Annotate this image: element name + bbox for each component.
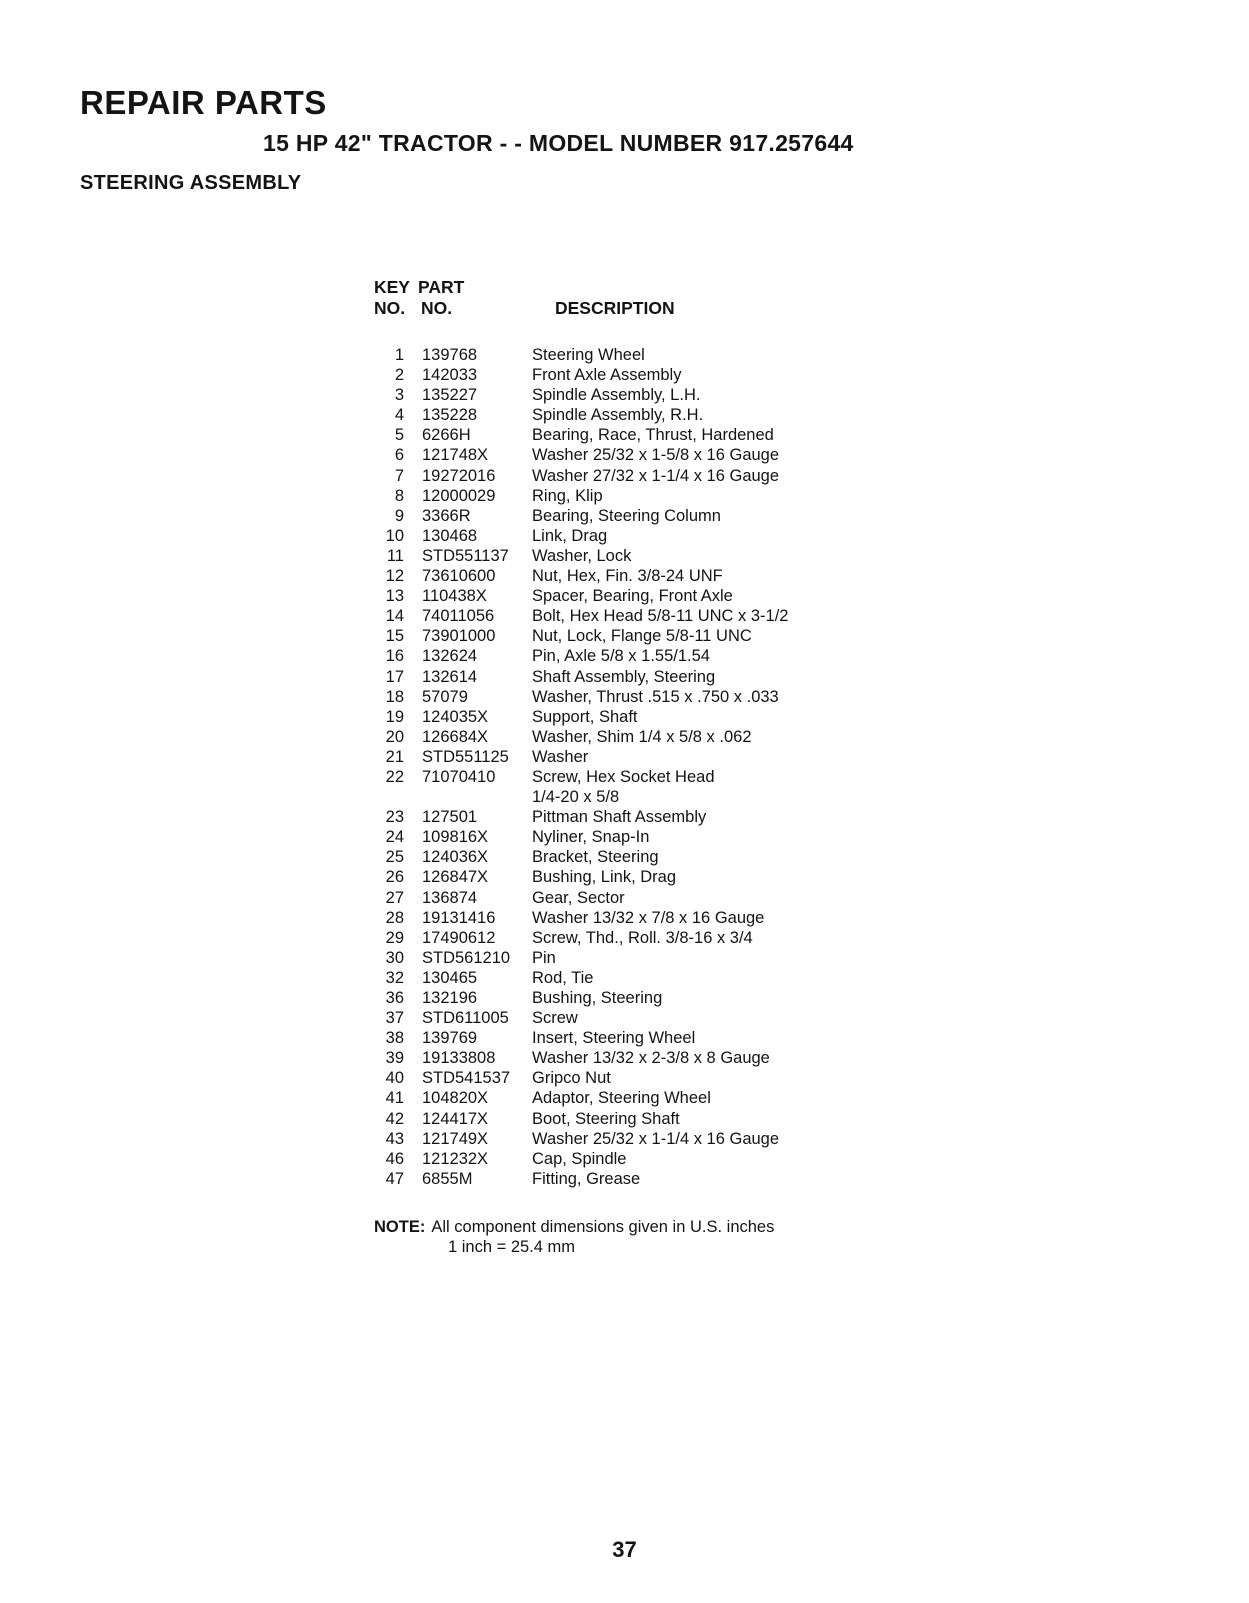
part-number: 6266H: [422, 426, 471, 445]
description-line: Gripco Nut: [532, 1069, 611, 1088]
part-description: [530, 908, 894, 928]
description-line: Link, Drag: [532, 526, 608, 545]
part-number: 124036X: [422, 848, 489, 867]
description-line: Washer 27/32 x 1-1/4 x 16 Gauge: [532, 466, 780, 485]
description-line: Adaptor, Steering Wheel: [532, 1089, 711, 1108]
part-description: [530, 586, 894, 606]
part-description: [530, 345, 894, 365]
part-description: [530, 1109, 894, 1129]
description-line: Pittman Shaft Assembly: [532, 808, 707, 827]
note-conversion: 1 inch = 25.4 mm: [448, 1238, 576, 1256]
key-number: 11: [386, 546, 404, 565]
part-number: STD611005: [422, 1009, 509, 1028]
parts-row: [374, 445, 894, 465]
description-line: Rod, Tie: [532, 968, 594, 987]
key-number: 19: [385, 707, 404, 726]
key-number: 24: [385, 828, 404, 847]
part-number: 71070410: [422, 767, 496, 786]
part-description: [530, 1169, 894, 1189]
key-number: 47: [385, 1169, 404, 1188]
part-number: 19272016: [422, 466, 496, 485]
description-line: Washer 25/32 x 1-5/8 x 16 Gauge: [532, 446, 780, 465]
parts-row: [374, 586, 894, 606]
part-description: [530, 747, 894, 767]
part-number: 109816X: [422, 828, 489, 847]
part-number: 57079: [422, 687, 468, 706]
part-description: [530, 486, 894, 506]
part-description: [530, 948, 894, 968]
key-number: 29: [385, 928, 404, 947]
part-number: STD551137: [422, 546, 509, 565]
parts-row: [374, 807, 894, 827]
part-number: 110438X: [422, 587, 487, 606]
key-number: 14: [385, 607, 404, 626]
description-line: Cap, Spindle: [532, 1149, 627, 1168]
description-line: Washer: [532, 747, 589, 766]
part-number: 17490612: [422, 928, 496, 947]
description-line: Bushing, Link, Drag: [532, 868, 676, 887]
note-label: NOTE:: [374, 1218, 426, 1236]
parts-row: [374, 606, 894, 626]
description-line: Washer, Thrust .515 x .750 x .033: [532, 687, 779, 706]
part-number: STD561210: [422, 948, 511, 967]
part-number: 132624: [422, 647, 478, 666]
part-number: 19131416: [422, 908, 496, 927]
description-line: Bolt, Hex Head 5/8-11 UNC x 3-1/2: [532, 607, 789, 626]
part-description: [530, 767, 894, 807]
parts-row: [374, 727, 894, 747]
part-description: [530, 1088, 894, 1108]
parts-row: [374, 707, 894, 727]
parts-row: [374, 566, 894, 586]
key-number: 40: [385, 1069, 404, 1088]
parts-row: [374, 1109, 894, 1129]
part-description: [530, 385, 894, 405]
key-number: 43: [385, 1129, 404, 1148]
description-line: Bushing, Steering: [532, 989, 663, 1007]
key-number: 6: [394, 446, 404, 465]
key-number: 15: [385, 627, 404, 646]
parts-row: [374, 526, 894, 546]
part-description: [530, 1068, 894, 1088]
part-description: [530, 506, 894, 526]
part-description: [530, 1129, 894, 1149]
description-line: Spindle Assembly, R.H.: [532, 406, 704, 425]
parts-row: [374, 385, 894, 405]
key-number: 8: [394, 486, 404, 505]
parts-row: [374, 1068, 894, 1088]
parts-row: [374, 1169, 894, 1189]
description-line: Bearing, Steering Column: [532, 506, 721, 525]
part-number: 142033: [422, 366, 478, 385]
parts-row: [374, 988, 894, 1008]
part-number: STD541537: [422, 1069, 511, 1088]
part-description: [530, 1008, 894, 1028]
description-line: Screw, Thd., Roll. 3/8-16 x 3/4: [532, 928, 753, 947]
key-number: 38: [385, 1029, 404, 1048]
key-number: 32: [385, 968, 404, 987]
part-no-header: [418, 277, 464, 319]
parts-row: [374, 506, 894, 526]
parts-row: [374, 667, 894, 687]
parts-row: [374, 1149, 894, 1169]
part-description: [530, 707, 894, 727]
part-number: 124035X: [422, 707, 489, 726]
part-description: [530, 405, 894, 425]
part-number: 121232X: [422, 1149, 489, 1168]
description-header: DESCRIPTION: [555, 298, 675, 318]
description-line: Insert, Steering Wheel: [532, 1029, 696, 1048]
model-subtitle: 15 HP 42" TRACTOR - - MODEL NUMBER 917.257644: [263, 130, 854, 156]
part-number: 126847X: [422, 868, 489, 887]
key-number: 30: [385, 948, 404, 967]
key-number: 28: [385, 908, 404, 927]
description-line: Screw: [532, 1009, 578, 1028]
part-description: [530, 928, 894, 948]
note-text: All component dimensions given in U.S. inches: [431, 1218, 775, 1236]
part-description: [530, 646, 894, 666]
description-line: Support, Shaft: [532, 707, 638, 726]
parts-row: [374, 1028, 894, 1048]
part-description: [530, 687, 894, 707]
part-number: 132196: [422, 989, 478, 1007]
parts-row: [374, 867, 894, 887]
parts-row: [374, 928, 894, 948]
parts-row: [374, 546, 894, 566]
key-number: 21: [385, 747, 404, 766]
parts-row: [374, 908, 894, 928]
parts-row: [374, 1008, 894, 1028]
description-line: Spacer, Bearing, Front Axle: [532, 587, 733, 606]
key-header-line2: NO.: [374, 298, 406, 318]
parts-row: [374, 626, 894, 646]
part-number: 130465: [422, 968, 478, 987]
part-description: [530, 988, 894, 1008]
key-number: 9: [394, 506, 404, 525]
part-description: [530, 626, 894, 646]
description-line: Steering Wheel: [532, 346, 645, 364]
parts-row: [374, 1048, 894, 1068]
key-number: 10: [385, 526, 404, 545]
part-description: [530, 827, 894, 847]
part-description: [530, 1028, 894, 1048]
key-number: 27: [385, 888, 404, 907]
parts-list: [374, 345, 894, 1189]
description-line: Spindle Assembly, L.H.: [532, 386, 701, 405]
description-line: Boot, Steering Shaft: [532, 1109, 680, 1128]
part-number: 73901000: [422, 627, 496, 646]
parts-row: [374, 827, 894, 847]
parts-row: [374, 767, 894, 807]
key-number: 39: [385, 1049, 404, 1068]
part-number: 104820X: [422, 1089, 489, 1108]
description-line: Bracket, Steering: [532, 848, 659, 867]
parts-row: [374, 646, 894, 666]
section-heading: STEERING ASSEMBLY: [80, 172, 302, 194]
key-number: 1: [394, 346, 404, 364]
description-line: Washer 25/32 x 1-1/4 x 16 Gauge: [532, 1129, 780, 1148]
key-number: 13: [385, 587, 404, 606]
part-description: [530, 807, 894, 827]
part-number: 130468: [422, 526, 478, 545]
part-header-line2: NO.: [421, 298, 453, 318]
part-description: [530, 546, 894, 566]
key-number: 5: [394, 426, 404, 445]
key-number: 37: [385, 1009, 404, 1028]
part-description: [530, 445, 894, 465]
parts-row: [374, 968, 894, 988]
part-number: 124417X: [422, 1109, 489, 1128]
key-number: 18: [385, 687, 404, 706]
description-line: Shaft Assembly, Steering: [532, 667, 716, 686]
description-line: Pin: [532, 948, 556, 967]
part-number: 19133808: [422, 1049, 496, 1068]
part-number: 132614: [422, 667, 478, 686]
description-line: Screw, Hex Socket Head: [532, 767, 715, 786]
key-number: 17: [385, 667, 404, 686]
part-description: [530, 365, 894, 385]
part-description: [530, 1048, 894, 1068]
parts-row: [374, 466, 894, 486]
description-line: Washer, Lock: [532, 546, 632, 565]
description-line: Fitting, Grease: [532, 1169, 641, 1188]
key-number: 7: [394, 466, 404, 485]
part-description: [530, 566, 894, 586]
description-line: Washer 13/32 x 2-3/8 x 8 Gauge: [532, 1049, 770, 1068]
part-number: 135227: [422, 386, 478, 405]
part-number: 74011056: [422, 607, 495, 626]
key-number: 12: [385, 567, 404, 586]
key-header-line1: KEY: [374, 277, 410, 297]
part-number: 3366R: [422, 506, 471, 525]
parts-row: [374, 345, 894, 365]
description-line: Pin, Axle 5/8 x 1.55/1.54: [532, 647, 710, 666]
part-description: [530, 1149, 894, 1169]
part-number: 121749X: [422, 1129, 489, 1148]
part-description: [530, 888, 894, 908]
key-number: 42: [385, 1109, 404, 1128]
part-header-line1: PART: [418, 277, 465, 297]
description-line: Nut, Lock, Flange 5/8-11 UNC: [532, 627, 752, 646]
key-number: 2: [394, 366, 404, 385]
parts-row: [374, 948, 894, 968]
parts-row: [374, 486, 894, 506]
parts-row: [374, 747, 894, 767]
key-number: 26: [385, 868, 404, 887]
description-line: Washer 13/32 x 7/8 x 16 Gauge: [532, 908, 765, 927]
part-number: 136874: [422, 888, 478, 907]
parts-row: [374, 888, 894, 908]
key-number: 36: [385, 989, 404, 1007]
part-description: [530, 526, 894, 546]
part-number: 12000029: [422, 486, 496, 505]
key-number: 22: [385, 767, 404, 786]
description-line: Nyliner, Snap-In: [532, 828, 650, 847]
description-line: Ring, Klip: [532, 486, 603, 505]
key-number: 41: [385, 1089, 404, 1108]
part-description: [530, 667, 894, 687]
part-description: [530, 425, 894, 445]
parts-row: [374, 425, 894, 445]
part-description: [530, 466, 894, 486]
parts-row: [374, 1129, 894, 1149]
note-block: [374, 1217, 774, 1257]
key-number: 20: [385, 727, 404, 746]
part-number: 126684X: [422, 727, 489, 746]
description-line: Gear, Sector: [532, 888, 625, 907]
part-number: 73610600: [422, 567, 496, 586]
description-line: Washer, Shim 1/4 x 5/8 x .062: [532, 727, 752, 746]
key-number: 16: [385, 647, 404, 666]
part-number: 135228: [422, 406, 478, 425]
description-line: Nut, Hex, Fin. 3/8-24 UNF: [532, 567, 723, 586]
part-number: 6855M: [422, 1169, 473, 1188]
description-line: Front Axle Assembly: [532, 366, 682, 385]
key-number: 4: [394, 406, 404, 425]
part-description: [530, 867, 894, 887]
key-number: 25: [385, 848, 404, 867]
description-line-2: 1/4-20 x 5/8: [532, 788, 620, 807]
key-number: 23: [385, 808, 404, 827]
part-number: STD551125: [422, 747, 509, 766]
parts-row: [374, 847, 894, 867]
parts-row: [374, 1088, 894, 1108]
part-number: 121748X: [422, 446, 489, 465]
part-number: 139768: [422, 346, 478, 364]
part-number: 139769: [422, 1029, 478, 1048]
parts-row: [374, 405, 894, 425]
description-line: Bearing, Race, Thrust, Hardened: [532, 426, 774, 445]
part-description: [530, 968, 894, 988]
parts-row: [374, 365, 894, 385]
key-number: 46: [385, 1149, 404, 1168]
key-no-header: [374, 277, 410, 319]
part-description: [530, 847, 894, 867]
part-description: [530, 727, 894, 747]
page-number: 37: [612, 1537, 637, 1562]
part-number: 127501: [422, 808, 478, 827]
part-description: [530, 606, 894, 626]
key-number: 3: [394, 386, 404, 405]
page-title: REPAIR PARTS: [80, 84, 327, 121]
parts-row: [374, 687, 894, 707]
